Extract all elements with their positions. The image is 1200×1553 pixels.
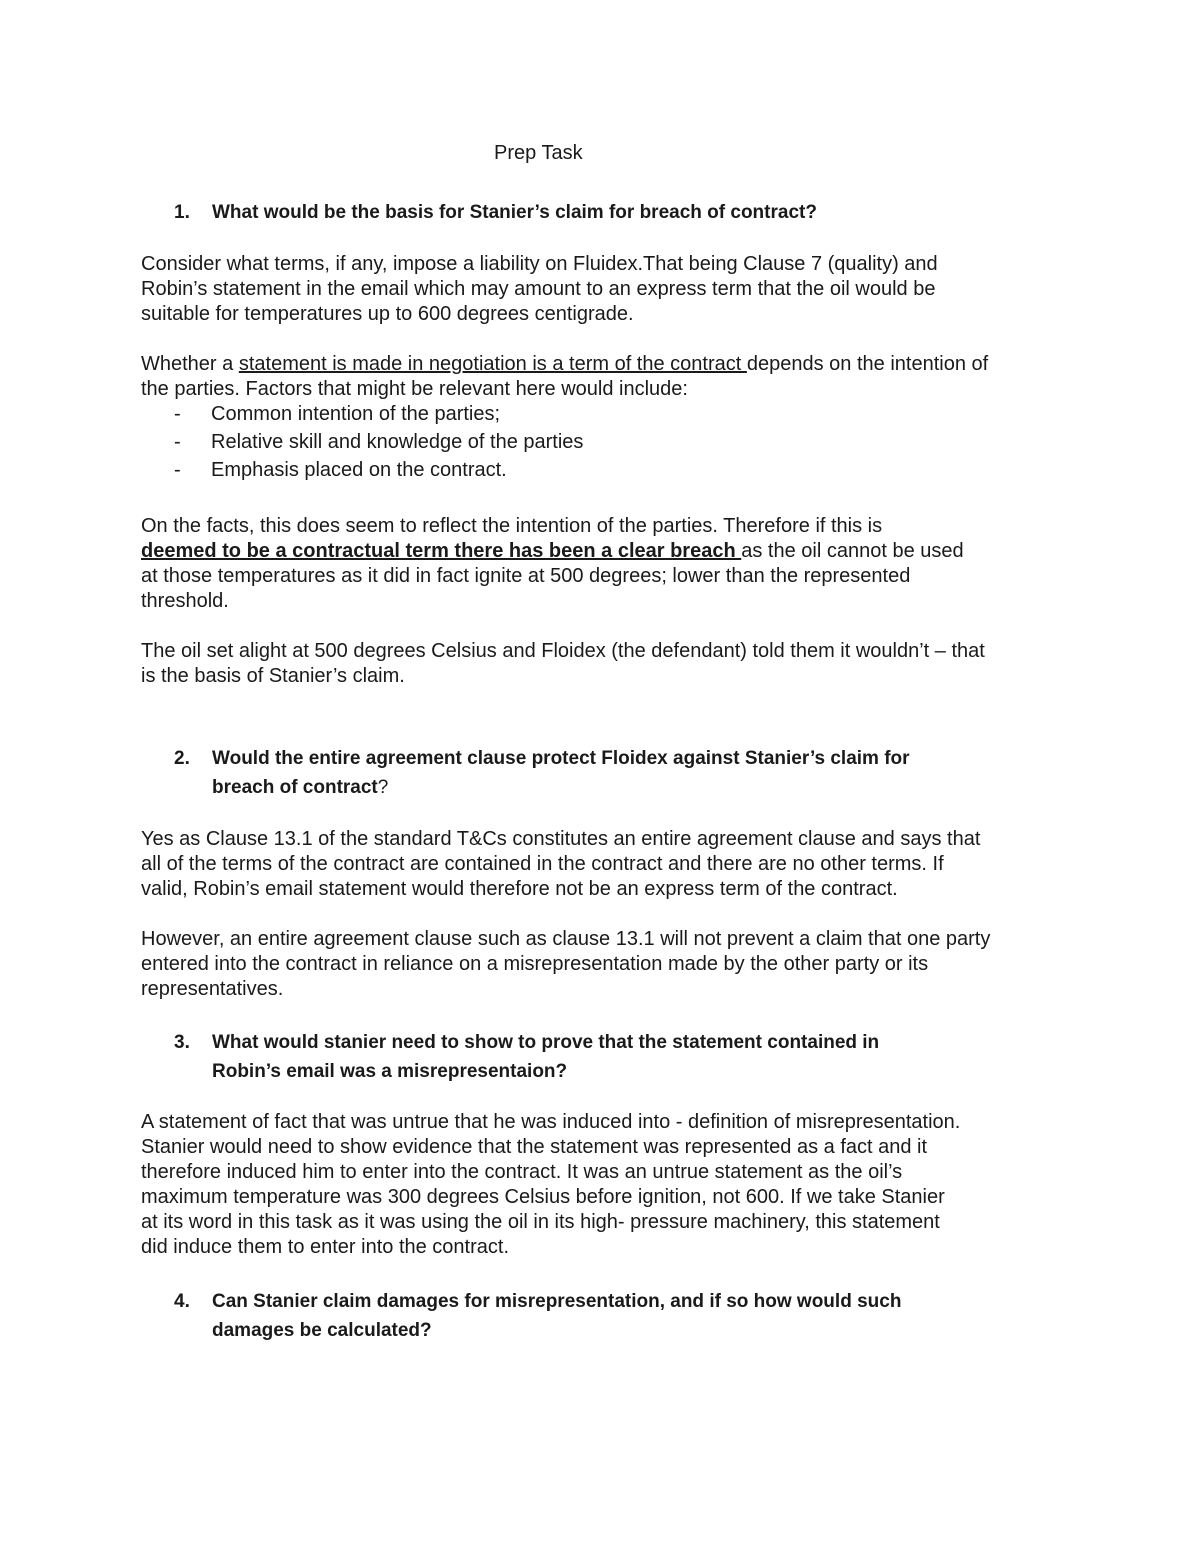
question-number: 1. <box>174 202 190 223</box>
question-text-line: Robin’s email was a misrepresentaion? <box>212 1061 568 1082</box>
list-item <box>141 428 1041 456</box>
q1-paragraph-facts <box>141 514 1061 614</box>
text-line: entered into the contract in reliance on a misrepresentation made by the other party or its <box>141 953 929 975</box>
bullet-marker: - <box>174 431 181 453</box>
question-3 <box>174 1028 1054 1086</box>
question-text-line: damages be calculated? <box>212 1320 432 1341</box>
text-line: maximum temperature was 300 degrees Celsius before ignition, not 600. If we take Stanier <box>141 1186 945 1208</box>
question-4 <box>174 1287 1054 1345</box>
question-text-line: Would the entire agreement clause protect Floidex against Stanier’s claim for <box>212 748 910 769</box>
question-1 <box>174 198 1054 227</box>
list-item <box>141 400 1041 428</box>
q3-paragraph-answer <box>141 1110 1061 1260</box>
text-run: depends on the intention of <box>746 353 989 375</box>
text-line: representatives. <box>141 978 284 1000</box>
text-line: Robin’s statement in the email which may amount to an express term that the oil would be <box>141 278 936 300</box>
underlined-phrase: statement is made in negotiation is a term of the contract <box>238 353 747 375</box>
bullet-marker: - <box>174 403 181 425</box>
text-line: However, an entire agreement clause such as clause 13.1 will not prevent a claim that one party <box>141 928 991 950</box>
text-line: is the basis of Stanier’s claim. <box>141 665 405 687</box>
question-text-run: ? <box>377 777 389 798</box>
question-number: 4. <box>174 1291 190 1312</box>
question-text-line: What would stanier need to show to prove that the statement contained in <box>212 1032 880 1053</box>
text-line <box>141 352 1061 377</box>
text-run: as the oil cannot be used <box>741 540 964 562</box>
list-item-text: Common intention of the parties; <box>211 403 501 425</box>
text-line: therefore induced him to enter into the contract. It was an untrue statement as the oil’s <box>141 1161 903 1183</box>
text-line: Stanier would need to show evidence that the statement was represented as a fact and it <box>141 1136 928 1158</box>
bullet-marker: - <box>174 459 181 481</box>
text-line <box>141 539 1061 564</box>
q1-paragraph-basis <box>141 639 1061 689</box>
question-text-line: Can Stanier claim damages for misrepresentation, and if so how would such <box>212 1291 902 1312</box>
text-line: threshold. <box>141 590 229 612</box>
factors-list <box>141 400 1041 484</box>
question-2 <box>174 744 1054 802</box>
q1-paragraph-intention <box>141 352 1061 402</box>
list-item <box>141 456 1041 484</box>
page-title: Prep Task <box>494 142 583 164</box>
text-line: Yes as Clause 13.1 of the standard T&Cs constitutes an entire agreement clause and says that <box>141 828 981 850</box>
list-item-text: Emphasis placed on the contract. <box>211 459 507 481</box>
text-line: On the facts, this does seem to reflect the intention of the parties. Therefore if this is <box>141 515 883 537</box>
text-line: all of the terms of the contract are contained in the contract and there are no other terms. If <box>141 853 944 875</box>
q2-paragraph-clause <box>141 827 1061 902</box>
text-line: at its word in this task as it was using the oil in its high- pressure machinery, this statement <box>141 1211 940 1233</box>
text-run: Whether a <box>141 353 239 375</box>
bold-underlined-phrase: deemed to be a contractual term there has been a clear breach <box>141 540 742 562</box>
text-line: valid, Robin’s email statement would therefore not be an express term of the contract. <box>141 878 898 900</box>
text-line: A statement of fact that was untrue that he was induced into - definition of misrepresentation. <box>141 1111 961 1133</box>
question-text-run: breach of contract <box>212 777 378 798</box>
text-line: the parties. Factors that might be relevant here would include: <box>141 378 688 400</box>
q1-paragraph-terms <box>141 252 1061 327</box>
question-text-line <box>174 773 1054 802</box>
text-line: at those temperatures as it did in fact ignite at 500 degrees; lower than the represented <box>141 565 911 587</box>
text-line: The oil set alight at 500 degrees Celsius and Floidex (the defendant) told them it wouldn’t – that <box>141 640 985 662</box>
question-text: What would be the basis for Stanier’s claim for breach of contract? <box>212 202 817 223</box>
text-line: Consider what terms, if any, impose a liability on Fluidex.That being Clause 7 (quality) and <box>141 253 938 275</box>
q2-paragraph-however <box>141 927 1061 1002</box>
list-item-text: Relative skill and knowledge of the parties <box>211 431 584 453</box>
text-line: suitable for temperatures up to 600 degrees centigrade. <box>141 303 634 325</box>
question-number: 2. <box>174 748 190 769</box>
text-line: did induce them to enter into the contract. <box>141 1236 509 1258</box>
question-number: 3. <box>174 1032 190 1053</box>
